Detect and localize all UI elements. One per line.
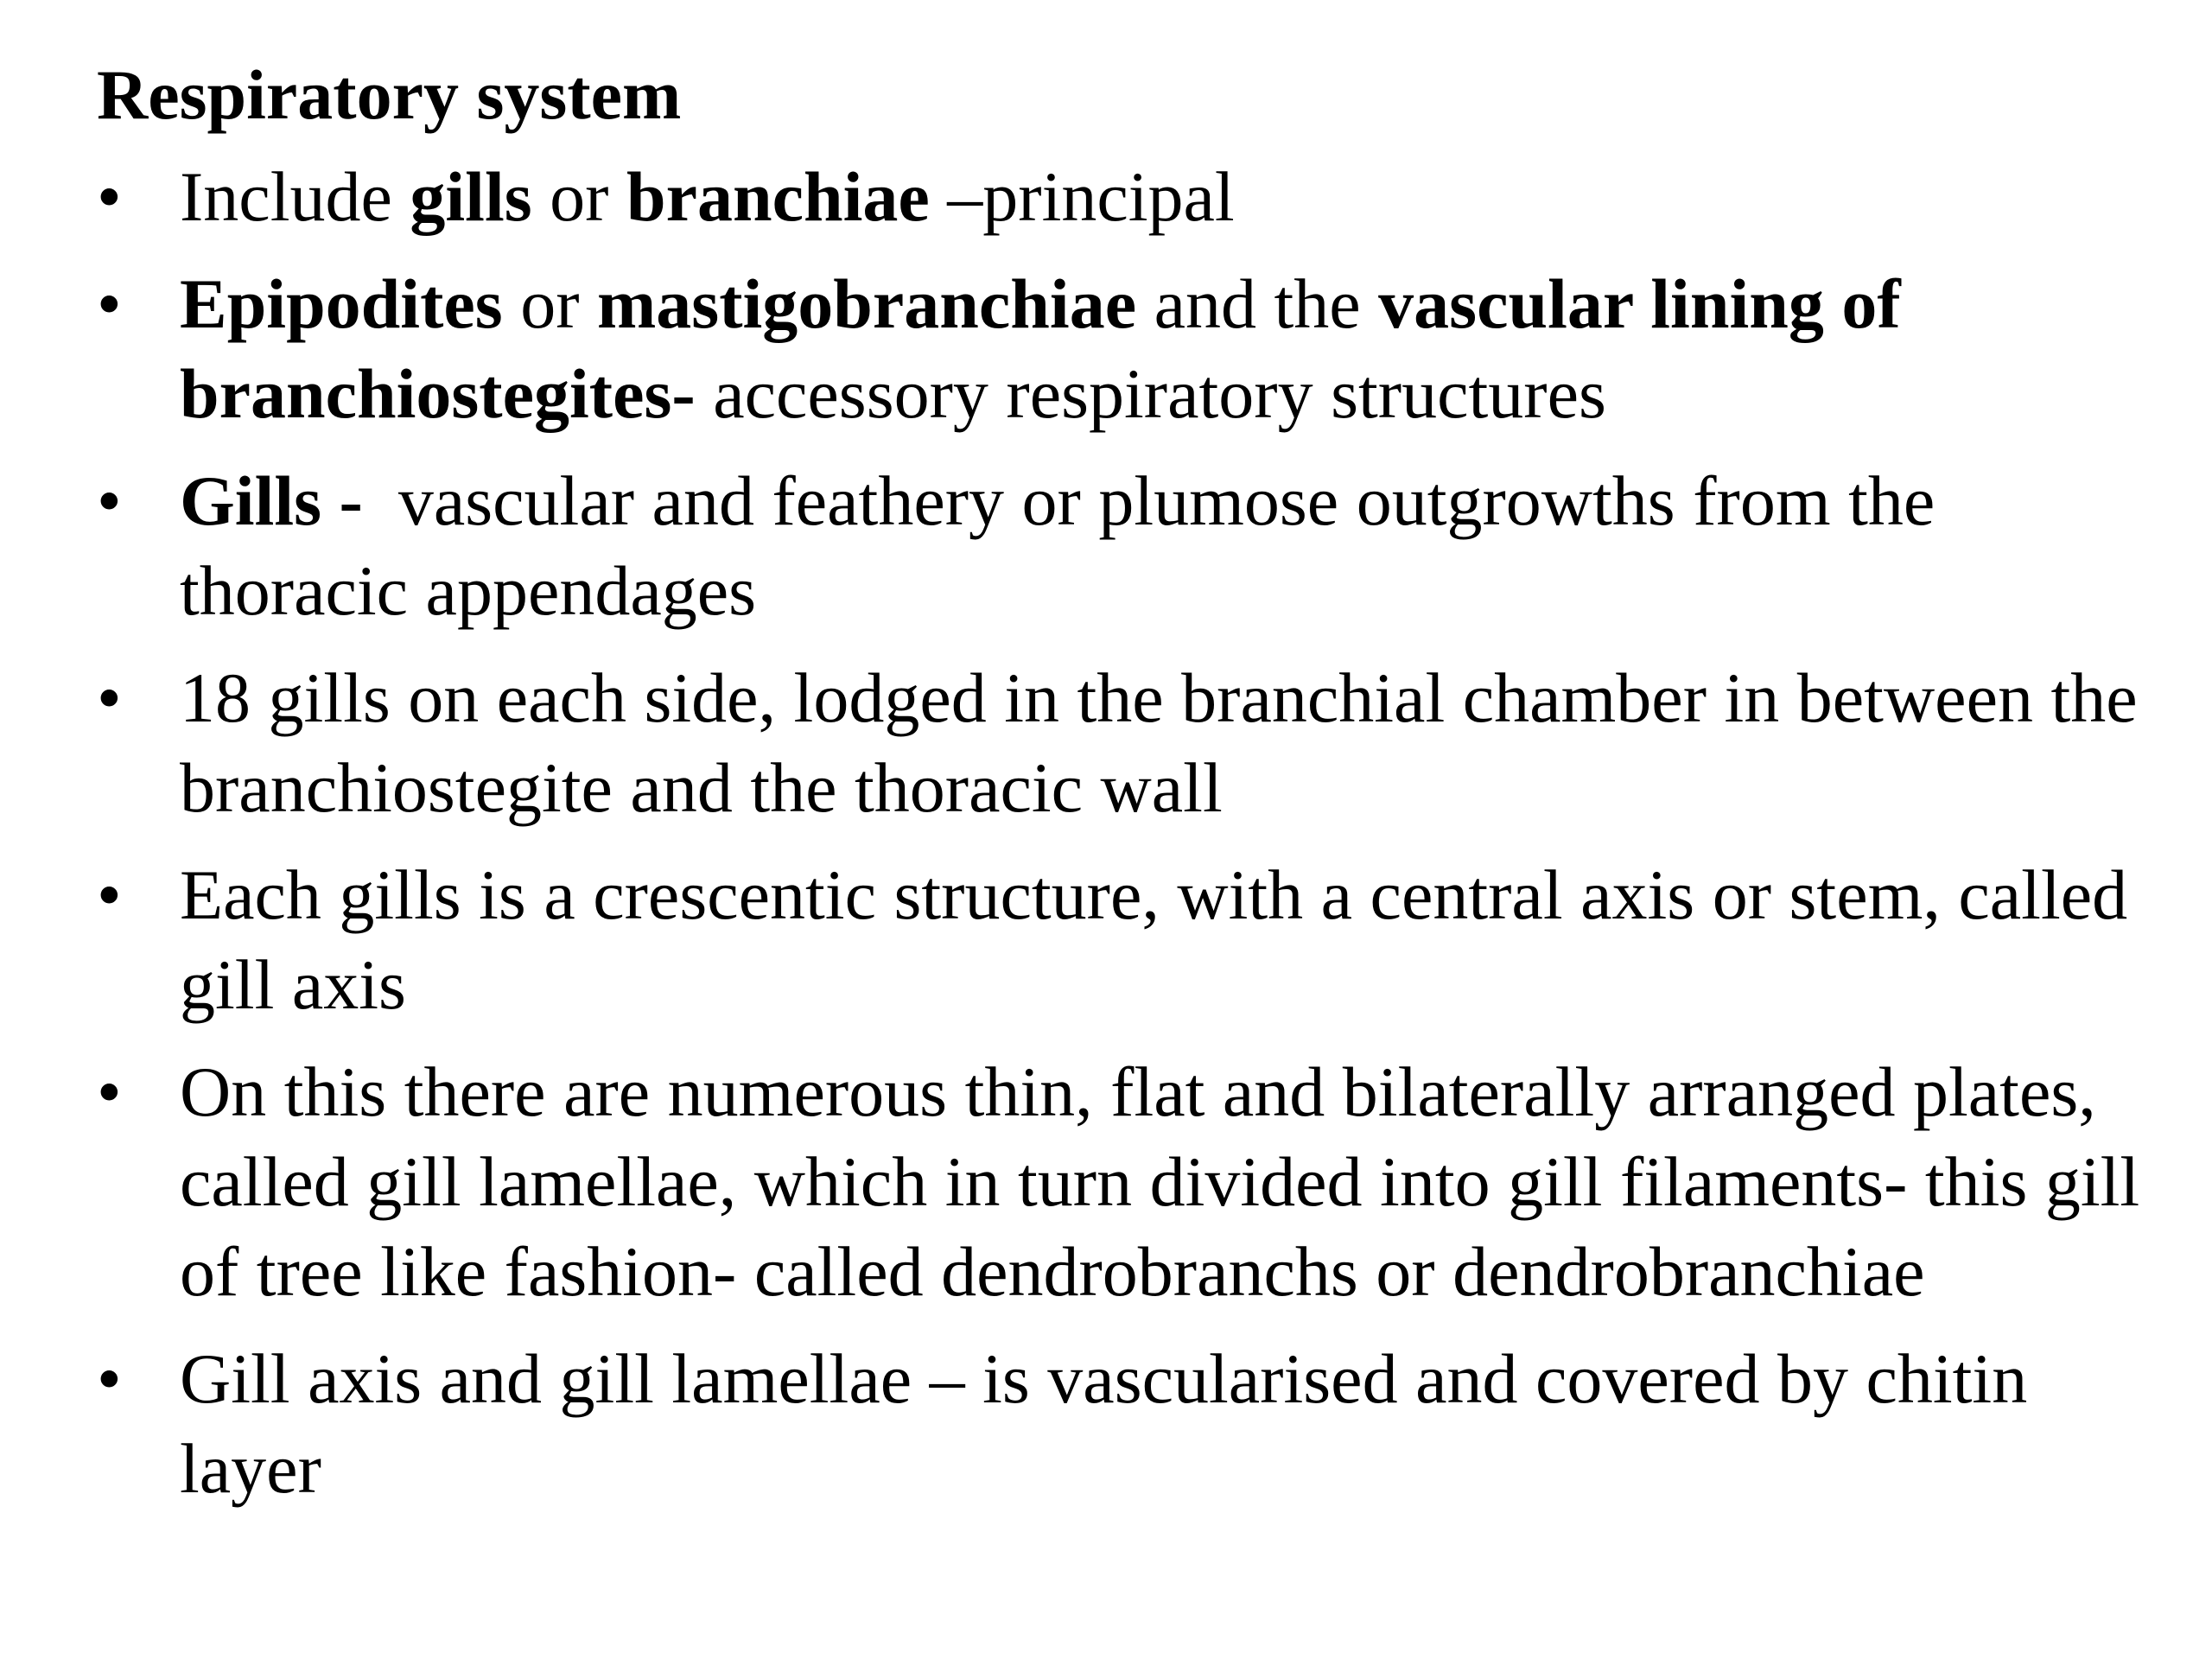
text-run: On this there are numerous thin, flat and bilaterally arranged plates, called gill lamellae, which in turn divided into gill filaments- this gill of tree like fashion- called dendrobranchs or dendrobranchiae [180, 1052, 2140, 1311]
text-run: –principal [929, 157, 1235, 236]
bullet-item [97, 152, 2153, 242]
text-run: or [502, 264, 597, 343]
bullet-dot-icon: • [97, 157, 122, 236]
text-run: and the [1136, 264, 1379, 343]
bullet-text [180, 157, 1235, 236]
bullet-item [97, 1047, 2153, 1317]
text-run: vascular and feathery or plumose outgrowths from the thoracic appendages [180, 461, 1936, 630]
bullet-text [180, 461, 1935, 630]
bullet-text [180, 1052, 2139, 1311]
bullet-list [97, 152, 2153, 1514]
bullet-item [97, 1334, 2153, 1514]
slide-title: Respiratory system [97, 55, 682, 134]
bullet-dot-icon: • [97, 461, 122, 540]
text-run: 18 gills on each side, lodged in the branchial chamber in between the branchiostegite and the thoracic wall [180, 658, 2138, 827]
bullet-item [97, 850, 2153, 1030]
bullet-item [97, 653, 2153, 833]
text-run-bold: mastigobranchiae [597, 264, 1137, 343]
text-run-bold: Epipodites [180, 264, 503, 343]
text-run-bold: gills [410, 157, 532, 236]
text-run: Each gills is a crescentic structure, with a central axis or stem, called gill axis [180, 855, 2128, 1024]
bullet-dot-icon: • [97, 1339, 122, 1418]
slide-content [97, 50, 2153, 1531]
bullet-text [180, 264, 1901, 433]
text-run: Gill axis and gill lamellae – is vascularised and covered by chitin layer [180, 1339, 2028, 1508]
text-run-bold: vascular lining of branchiostegites- [180, 264, 1901, 433]
bullet-text [180, 658, 2138, 827]
text-run: accessory respiratory structures [695, 354, 1606, 433]
bullet-dot-icon: • [97, 658, 122, 737]
text-run: Include [180, 157, 410, 236]
bullet-dot-icon: • [97, 264, 122, 343]
bullet-item [97, 456, 2153, 636]
bullet-dot-icon: • [97, 855, 122, 934]
bullet-dot-icon: • [97, 1052, 122, 1131]
bullet-text [180, 1339, 2027, 1508]
text-run-bold: branchiae [626, 157, 930, 236]
bullet-item [97, 259, 2153, 439]
text-run-bold: Gills - [180, 461, 381, 540]
text-run: or [531, 157, 626, 236]
bullet-text [180, 855, 2127, 1024]
